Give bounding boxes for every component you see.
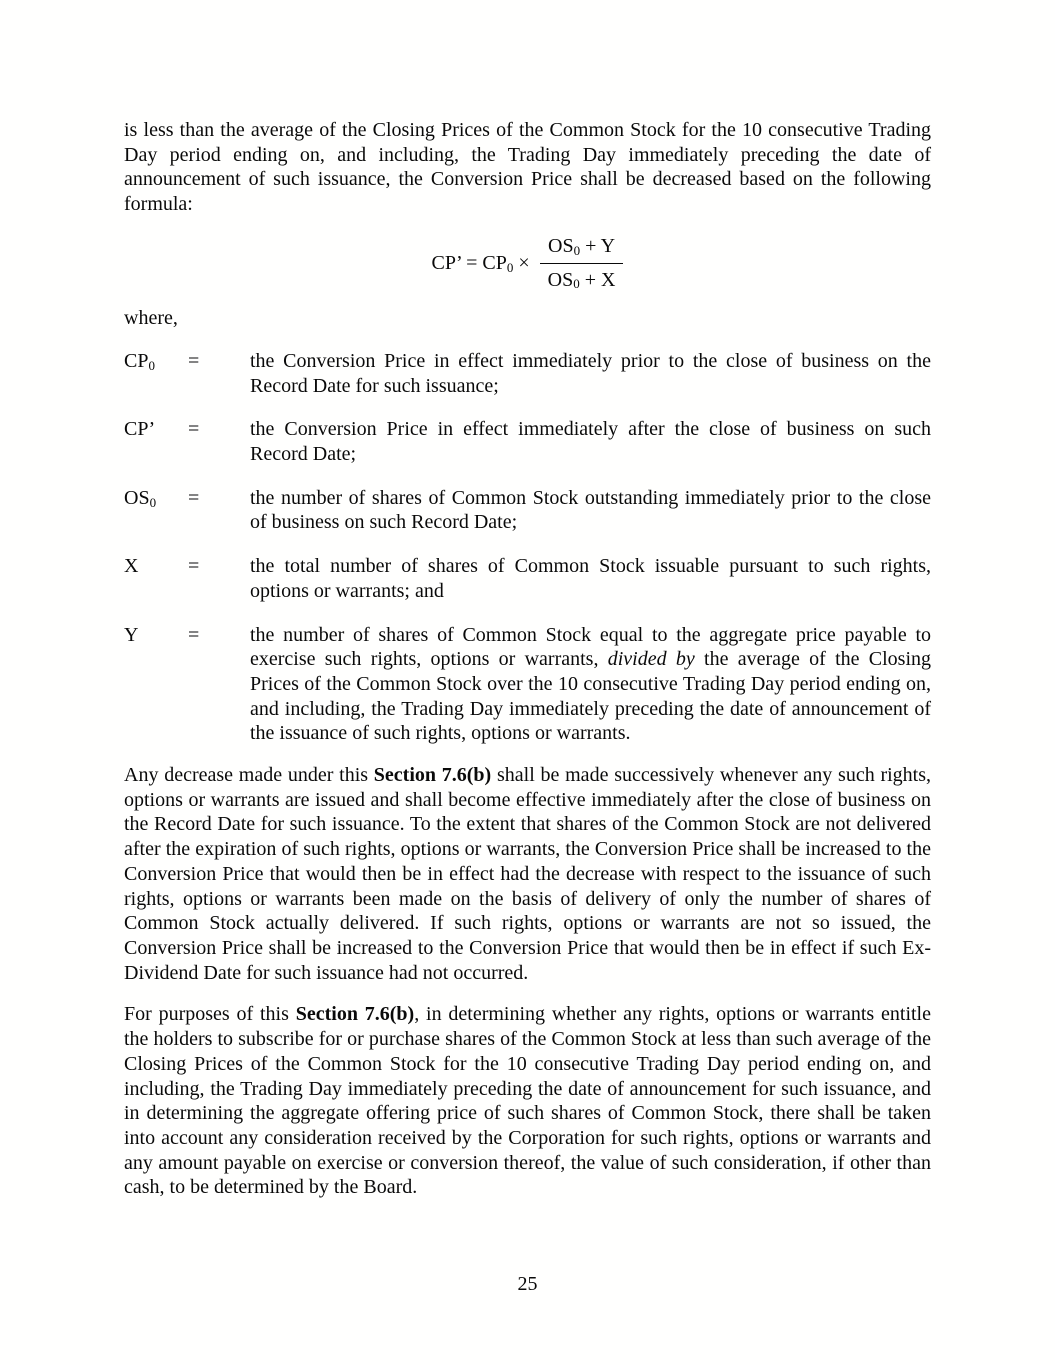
definition-term (124, 349, 188, 398)
formula-operator: × (513, 251, 530, 274)
formula-denominator-subscript: 0 (573, 276, 580, 292)
definitions-list (124, 349, 931, 746)
definition-term-base: OS (124, 486, 150, 509)
where-label: where, (124, 307, 178, 330)
definition-text: the Conversion Price in effect immediately prior to the close of business on the Record Date for such issuance; (250, 349, 931, 397)
formula-denominator-base: OS (547, 268, 574, 291)
page-number: 25 (517, 1273, 538, 1295)
paragraph-intro: is less than the average of the Closing Prices of the Common Stock for the 10 consecutive Trading Day period ending on, and including, the Trading Day immediately preceding the date of announcement of such issuance, the Conversion Price shall be decreased based on the following formula: (124, 119, 931, 216)
definition-term (124, 417, 188, 466)
formula-lhs-base: CP’ = CP (431, 251, 507, 274)
definition-row-x (124, 554, 931, 603)
equals-sign: = (188, 623, 200, 646)
definition-row-os0 (124, 486, 931, 535)
definition-term (124, 554, 188, 603)
definition-text: the Conversion Price in effect immediately after the close of business on such Record Date; (250, 418, 931, 466)
definition-row-cp0 (124, 349, 931, 398)
definition-term-base: X (124, 555, 139, 578)
formula-denominator-rest: + X (579, 268, 616, 291)
equals-sign: = (188, 418, 200, 441)
formula-numerator-subscript: 0 (573, 242, 581, 258)
definition-term (124, 623, 188, 747)
definition-text: the total number of shares of Common Stock issuable pursuant to such rights, options or warrants; and (250, 555, 931, 602)
definition-term-subscript: 0 (148, 357, 155, 373)
formula-fraction (540, 234, 624, 292)
equals-sign: = (188, 555, 200, 578)
definition-term (124, 486, 188, 535)
paragraph-any-decrease: Any decrease made under this Section 7.6(b) shall be made successively whenever any such rights, options or warrants are issued and shall become effective immediately after the close of business on the Record Date for such issuance. To the extent that shares of the Common Stock are not delivered after the expiration of such rights, options or warrants, the Conversion Price shall be increased to the Conversion Price that would then be in effect had the decrease with respect to the issuance of such rights, options or warrants been made on the basis of delivery of only the number of shares of Common Stock actually delivered. If such rights, options or warrants are not so issued, the Conversion Price shall be increased to the Conversion Price that would then be in effect if such Ex-Dividend Date for such issuance had not occurred. (124, 764, 932, 984)
definition-term-base: Y (124, 623, 139, 646)
definition-term-base: CP (124, 349, 149, 372)
equals-sign: = (188, 349, 200, 372)
formula-lhs-subscript: 0 (506, 259, 514, 275)
definition-text: the number of shares of Common Stock equal to the aggregate price payable to exercise such rights, options or warrants, divided by the average of the Closing Prices of the Common Stock over the 10 consecutive Trading Day period ending on, and including, the Trading Day immediately preceding the date of announcement of the issuance of such rights, options or warrants. (250, 623, 932, 745)
paragraph-for-purposes: For purposes of this Section 7.6(b), in determining whether any rights, options or warrants entitle the holders to subscribe for or purchase shares of the Common Stock at less than such average of the Closing Prices of the Common Stock for the 10 consecutive Trading Day period ending on, and including, the Trading Day immediately preceding the date of announcement for such issuance, and in determining the aggregate offering price of such shares of Common Stock, there shall be taken into account any consideration received by the Corporation for such rights, options or warrants and any amount payable on exercise or conversion thereof, the value of such consideration, if other than cash, to be determined by the Board. (124, 1003, 931, 1199)
equals-sign: = (188, 486, 200, 509)
formula-lhs (432, 251, 530, 276)
definition-term-base: CP’ (124, 418, 156, 441)
definition-row-cp-prime (124, 417, 931, 466)
formula-numerator-rest: + Y (580, 234, 616, 257)
definition-term-subscript: 0 (149, 494, 157, 510)
definition-text: the number of shares of Common Stock outstanding immediately prior to the close of business on such Record Date; (250, 486, 931, 534)
conversion-price-formula (124, 234, 931, 292)
definition-row-y (124, 623, 931, 747)
formula-numerator (540, 234, 624, 264)
formula-numerator-base: OS (548, 234, 574, 257)
formula-denominator (540, 264, 624, 293)
